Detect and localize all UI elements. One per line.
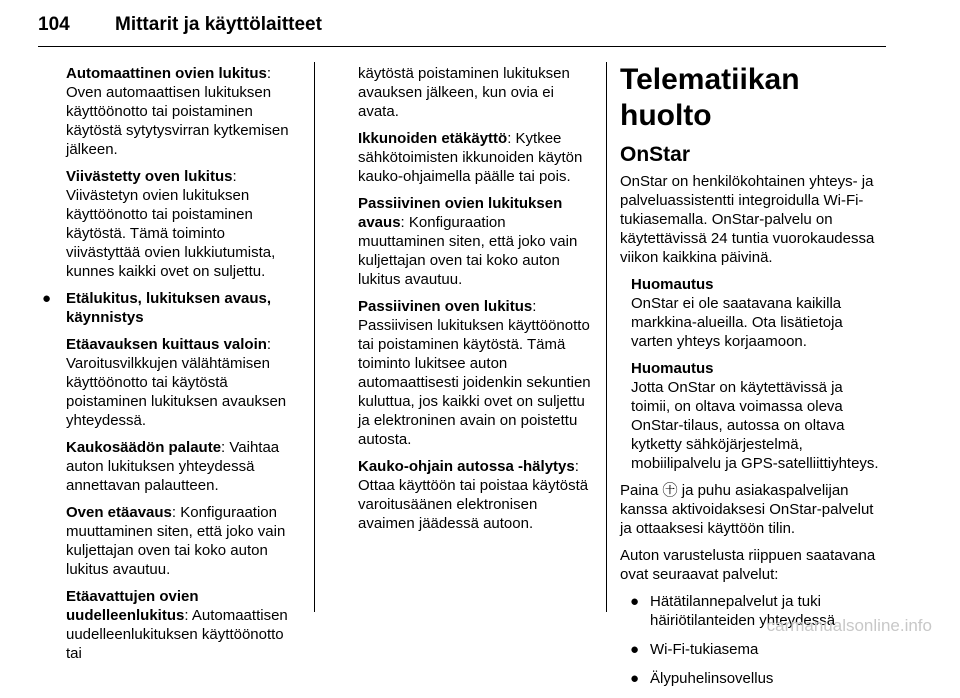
column-divider-2 (606, 62, 607, 612)
term-desc: : Konfiguraation muuttaminen siten, että joko vain kuljettajan oven tai koko auton lukitus avautuu. (358, 214, 578, 288)
page-number: 104 (38, 14, 70, 35)
service-label: Hätätilannepalvelut ja tuki häiriötilanteiden yhteydessä (650, 593, 836, 629)
term-desc: : Passiivisen lukituksen käyttöönotto tai poistaminen käytöstä. Tämä toiminto lukitsee auton automaattisesti joidenkin sekuntien kuluttua, jos kaikki ovet on suljettu ja elektroninen avain on poistettu autosta. (358, 298, 591, 448)
paragraph (38, 503, 300, 579)
service-item (620, 669, 886, 688)
term-desc: : Varoitusvilkkujen välähtämisen käyttöönotto tai käytöstä poistaminen lukituksen avauksen yhteydessä. (66, 336, 287, 429)
note-text: OnStar ei ole saatavana kaikilla markkina-alueilla. Ota lisätietoja varten yhteys korjaamoon. (631, 295, 843, 350)
header-rule (38, 46, 886, 47)
term: Oven etäavaus (66, 504, 172, 521)
page-title: Mittarit ja käyttölaitteet (115, 14, 322, 35)
term-desc: : Kytkee sähkötoimisten ikkunoiden käytön kauko-ohjaimella päälle tai pois. (358, 130, 583, 185)
term: Viivästetty oven lukitus (66, 168, 233, 185)
bullet-icon: ● (630, 670, 640, 687)
bullet-icon: ● (42, 290, 52, 307)
continued-text: käytöstä poistaminen lukituksen avauksen jälkeen, kun ovia ei avata. (358, 65, 570, 120)
term-desc: : Ottaa käyttöön tai poistaa käytöstä varoitusäänen elektronisen avaimen jäädessä autoon. (358, 458, 589, 532)
note-text: Jotta OnStar on käytettävissä ja toimii, on oltava voimassa oleva OnStar-tilaus, autossa on oltava kytketty sähköjärjestelmä, mobiilipalvelu ja GPS-satelliittiyhteys. (631, 379, 879, 472)
paragraph (358, 297, 594, 449)
bullet-icon: ● (630, 593, 640, 610)
paragraph (358, 64, 594, 121)
note-box (620, 359, 886, 473)
column-middle (358, 64, 594, 541)
term-desc: : Konfiguraation muuttaminen siten, että joko vain kuljettajan oven tai koko auton lukitus avautuu. (66, 504, 286, 578)
page-header (38, 14, 886, 44)
term: Passiivinen oven lukitus (358, 298, 533, 315)
paragraph (38, 167, 300, 281)
term-desc: : Vaihtaa auton lukituksen yhteydessä annettavan palautteen. (66, 439, 280, 494)
term: Etäavattujen ovien uudelleenlukitus (66, 588, 199, 624)
bullet-icon: ● (630, 641, 640, 658)
service-label: Wi-Fi-tukiasema (650, 641, 759, 658)
paragraph (38, 587, 300, 663)
paragraph: Auton varustelusta riippuen saatavana ovat seuraavat palvelut: (620, 547, 876, 583)
service-label: Älypuhelinsovellus (650, 670, 774, 687)
term: Kauko-ohjain autossa -hälytys (358, 458, 575, 475)
note-title: Huomautus (631, 360, 714, 377)
bullet-item (38, 289, 300, 327)
intro-paragraph: OnStar on henkilökohtainen yhteys- ja palveluassistentti integroidulla Wi-Fi-tukiasemalla. OnStar-palvelu on käytettävissä 24 tuntia vuorokaudessa viikon kaikkina päivinä. (620, 173, 875, 266)
term: Automaattinen ovien lukitus (66, 65, 267, 82)
term-desc: : Viivästetyn ovien lukituksen käyttöönotto tai poistaminen käytöstä. Tämä toiminto viivästyttää ovien lukkiutumista, kunnes kaikki ovet on suljettu. (66, 168, 276, 280)
term: Ikkunoiden etäkäyttö (358, 130, 508, 147)
column-left (38, 64, 300, 671)
term-desc: : Oven automaattisen lukituksen käyttöönotto tai poistaminen käytöstä sytytysvirran kytkemisen jälkeen. (66, 65, 289, 158)
note-box (620, 275, 886, 351)
paragraph (38, 335, 300, 430)
note-title: Huomautus (631, 276, 714, 293)
column-divider-1 (314, 62, 315, 612)
term-desc: : Automaattisen uudelleenlukituksen käyttöönotto tai (66, 607, 288, 662)
onstar-button-icon: ㊉ (662, 482, 678, 499)
subsection-heading: OnStar (620, 143, 691, 166)
paragraph (358, 194, 594, 289)
paragraph (38, 64, 300, 159)
paragraph (620, 481, 886, 538)
press-text-cont: ja puhu asiakaspalvelijan kanssa aktivoidaksesi OnStar-palvelut ja ottaaksesi käyttöön tilin. (620, 482, 874, 537)
press-text: Paina (620, 482, 659, 499)
watermark: carmanualsonline.info (766, 616, 932, 635)
term: Passiivinen ovien lukituksen avaus (358, 195, 563, 231)
paragraph (38, 438, 300, 495)
term: Etäavauksen kuittaus valoin (66, 336, 267, 353)
section-heading: Telematiikan huolto (620, 63, 800, 132)
bullet-heading: Etälukitus, lukituksen avaus, käynnistys (66, 290, 272, 326)
paragraph (358, 129, 594, 186)
column-right (620, 62, 886, 698)
term: Kaukosäädön palaute (66, 439, 222, 456)
service-item (620, 640, 886, 659)
paragraph (358, 457, 594, 533)
